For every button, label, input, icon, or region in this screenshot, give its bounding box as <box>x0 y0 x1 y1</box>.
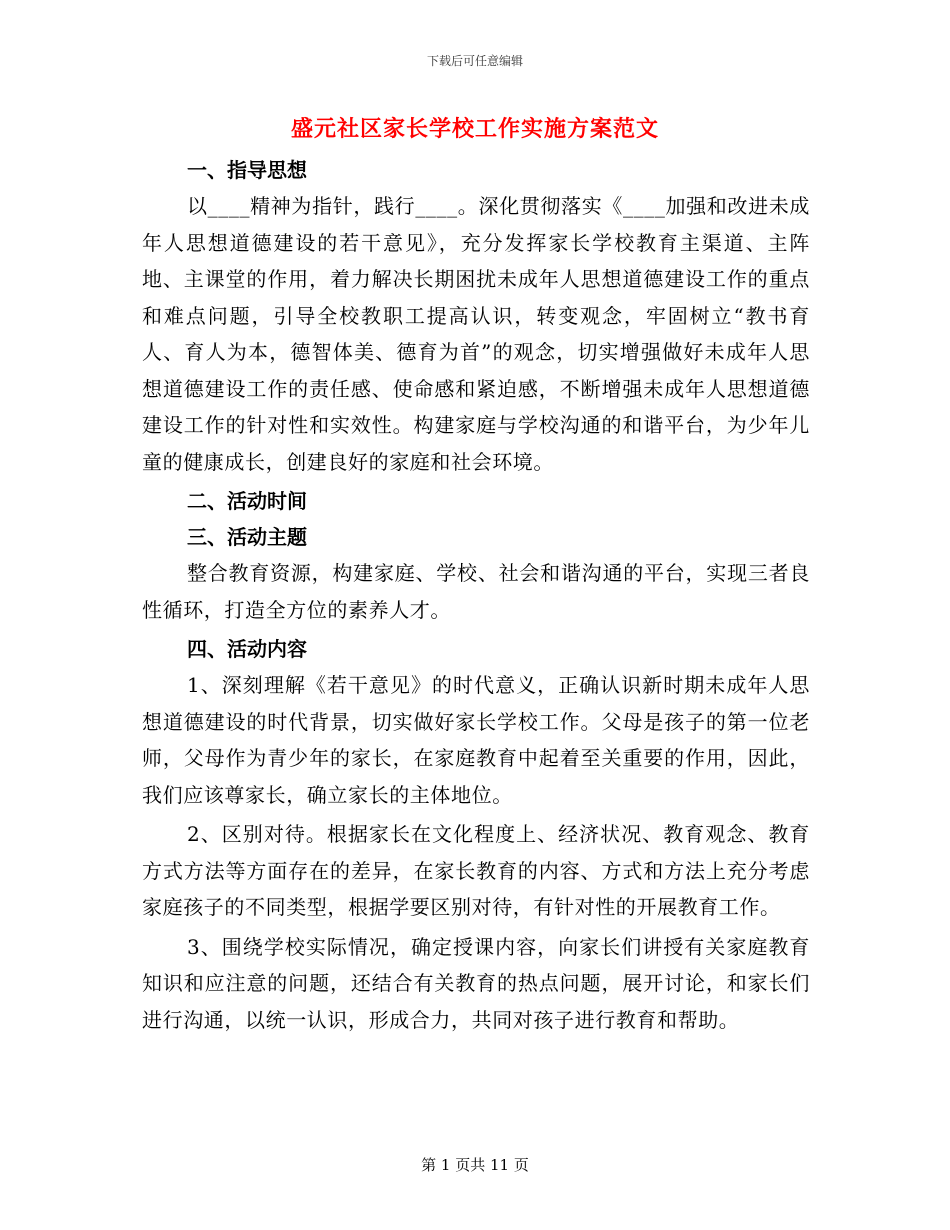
document-body <box>142 152 810 1038</box>
section-heading: 四、活动内容 <box>187 637 307 661</box>
paragraph: 2、区别对待。根据家长在文化程度上、经济状况、教育观念、教育方式方法等方面存在的差异，在家长教育的内容、方式和方法上充分考虑家庭孩子的不同类型，根据学要区别对待，有针对性的开展教育工作。 <box>142 822 810 919</box>
paragraph: 1、深刻理解《若干意见》的时代意义，正确认识新时期未成年人思想道德建设的时代背景，切实做好家长学校工作。父母是孩子的第一位老师，父母作为青少年的家长，在家庭教育中起着至关重要的作用，因此，我们应该尊家长，确立家长的主体地位。 <box>142 673 810 807</box>
section-heading: 二、活动时间 <box>187 489 307 513</box>
document-title: 盛元社区家长学校工作实施方案范文 <box>290 116 659 142</box>
paragraph: 3、围绕学校实际情况，确定授课内容，向家长们讲授有关家庭教育知识和应注意的问题，还结合有关教育的热点问题，展开讨论，和家长们进行沟通，以统一认识，形成合力，共同对孩子进行教育和帮助。 <box>142 934 810 1032</box>
header-note: 下载后可任意编辑 <box>426 54 523 68</box>
paragraph: 整合教育资源，构建家庭、学校、社会和谐沟通的平台，实现三者良性循环，打造全方位的素养人才。 <box>142 561 810 622</box>
page-footer: 第 1 页共 11 页 <box>421 1156 529 1174</box>
paragraph: 以____精神为指针，践行____。深化贯彻落实《____加强和改进未成年人思想道德建设的若干意见》，充分发挥家长学校教育主渠道、主阵地、主课堂的作用，着力解决长期困扰未成年人思想道德建设工作的重点和难点问题，引导全校教职工提高认识，转变观念，牢固树立“教书育人、育人为本，德智体美、德育为首”的观念，切实增强做好未成年人思想道德建设工作的责任感、使命感和紧迫感，不断增强未成年人思想道德建设工作的针对性和实效性。构建家庭与学校沟通的和谐平台，为少年儿童的健康成长，创建良好的家庭和社会环境。 <box>142 194 810 474</box>
section-heading: 一、指导思想 <box>187 158 307 182</box>
section-heading: 三、活动主题 <box>187 525 307 549</box>
